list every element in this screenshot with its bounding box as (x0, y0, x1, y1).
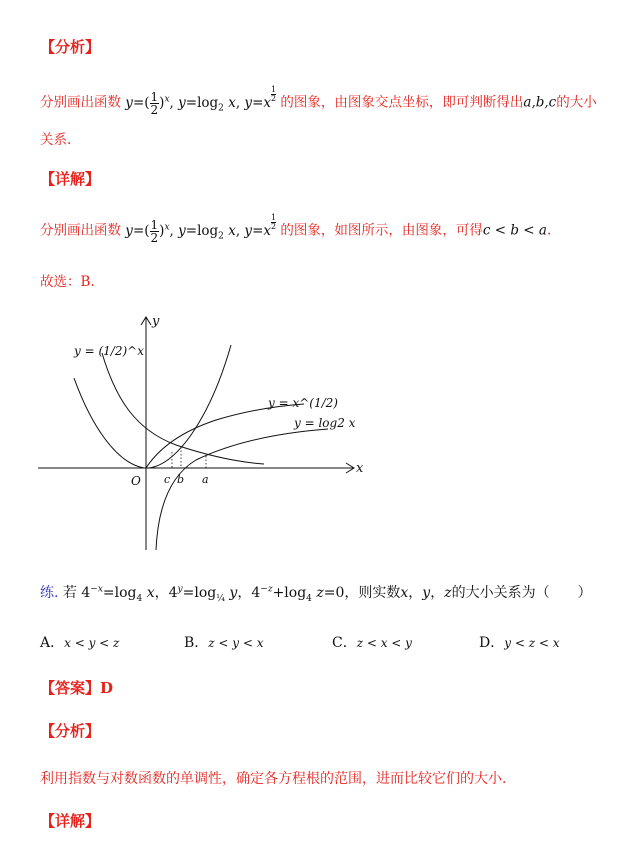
option-b-expr: z < y < x (208, 636, 264, 650)
detail-relation: c < b < a (482, 222, 547, 239)
exercise-tag: 练. (40, 585, 59, 601)
detail-end: . (546, 222, 552, 239)
analysis-prefix: 分别画出函数 (40, 94, 121, 111)
math-function-list: y=( $\frac{1}{2}$ )$^x$, $y=\log_2$ x, y=x $\frac{1}{2}$ (125, 85, 277, 117)
analysis-vars: a,b,c (523, 94, 557, 111)
curve-parabola (74, 345, 231, 468)
answer-value: D (100, 679, 114, 697)
option-a (40, 632, 119, 652)
option-b-letter: B． (184, 635, 209, 651)
label-log2: y = log2 x (294, 416, 356, 430)
analysis-suffix-b: 的大小 (556, 94, 597, 111)
label-exp-half: y = (1/2)^x (74, 344, 144, 358)
axis-x-label: x (356, 461, 364, 476)
section-heading-analysis-2: 【分析】 (40, 722, 101, 740)
option-c (332, 632, 412, 652)
analysis-suffix-a: 的图象，由图象交点坐标，即可判断得出 (280, 94, 524, 111)
section-heading-detail-2: 【详解】 (40, 812, 101, 830)
option-c-expr: z < x < y (356, 636, 412, 650)
section-heading-detail: 【详解】 (40, 170, 101, 188)
option-c-letter: C． (332, 635, 357, 651)
exercise-lead: 若 (62, 585, 77, 601)
detail-text-line1 (40, 214, 551, 244)
exercise-var-x: x (400, 585, 409, 601)
analysis-text-line2: 关系. (40, 132, 72, 148)
option-d-expr: y < z < x (504, 636, 560, 650)
label-sqrt: y = x^(1/2) (268, 396, 338, 410)
detail-suffix: 的图象，如图所示，由图象，可得 (280, 222, 483, 239)
point-label-a: a (202, 473, 209, 486)
exercise-line: 练. 若 $4^{-x}=\log_4$ x，$4^y=\log_{\frac{1}{4}}$ y，$4^{-z}+\log_4$ z=0，则实数x，y，z的大小关系为（ ） (40, 584, 592, 604)
origin-label: O (131, 474, 141, 488)
option-a-expr: x < y < z (64, 636, 120, 650)
analysis-text-line1 (40, 86, 597, 116)
section-heading-analysis: 【分析】 (40, 38, 101, 56)
exercise-tail: 的大小关系为（ ） (451, 585, 592, 601)
exercise-mid: ，则实数 (344, 585, 401, 601)
option-a-letter: A． (40, 635, 65, 651)
choice-line: 故选：B. (40, 274, 95, 290)
option-d (479, 632, 559, 652)
exercise-var-y: y (422, 585, 431, 601)
axis-y-label: y (152, 314, 160, 329)
exercise-equations: $4^{-x}=\log_4$ x，$4^y=\log_{\frac{1}{4}}$ y，$4^{-z}+\log_4$ z=0 (81, 584, 345, 604)
analysis-text-2: 利用指数与对数函数的单调性，确定各方程根的范围，进而比较它们的大小. (40, 771, 507, 787)
function-graph (36, 305, 366, 555)
math-function-list-2: y=( $\frac{1}{2}$ )$^x$, $y=\log_2$ x, y=x $\frac{1}{2}$ (125, 213, 277, 245)
option-b (184, 632, 264, 652)
option-d-letter: D． (479, 635, 505, 651)
answer-label: 【答案】 (40, 679, 101, 697)
point-label-c: c (164, 473, 171, 486)
curve-exp-half (102, 353, 264, 464)
exercise-var-z: z (444, 585, 452, 601)
answer-line (40, 677, 113, 698)
detail-prefix: 分别画出函数 (40, 222, 121, 239)
point-label-b: b (177, 473, 185, 486)
